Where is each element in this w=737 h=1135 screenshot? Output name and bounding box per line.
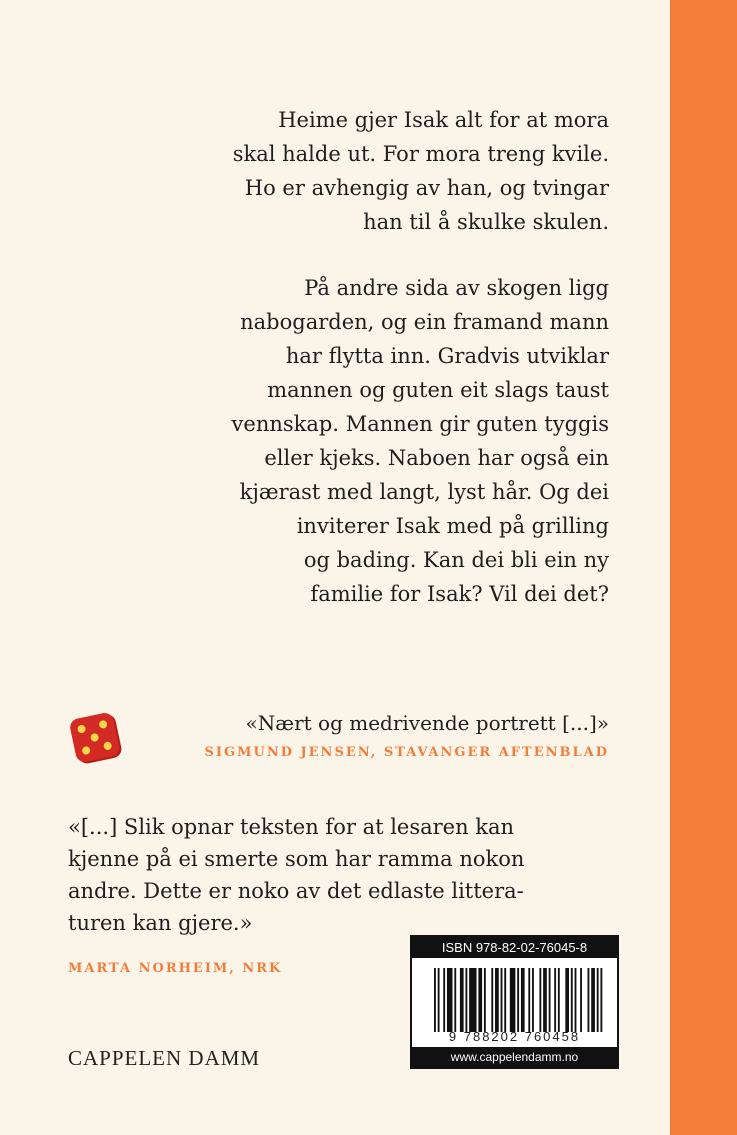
isbn-label: ISBN 978-82-02-76045-8: [412, 937, 617, 958]
dice-icon: [68, 710, 126, 768]
blurb-line: vennskap. Mannen gir guten tyggis: [231, 412, 609, 436]
review-quote-line: andre. Dette er noko av det edlaste littera-: [68, 879, 524, 903]
barcode-block: [410, 935, 619, 1069]
review-source: MARTA NORHEIM, NRK: [68, 961, 283, 976]
spine-stripe: [670, 0, 737, 1135]
back-cover-blurb: [129, 103, 609, 611]
blurb-paragraph-1: [129, 103, 609, 239]
blurb-line: skal halde ut. For mora treng kvile.: [232, 142, 609, 166]
blurb-line: familie for Isak? Vil dei det?: [310, 582, 609, 606]
review-quote-line: kjenne på ei smerte som har ramma nokon: [68, 847, 525, 871]
publisher-logo: CAPPELEN DAMM: [68, 1046, 261, 1070]
blurb-line: har flytta inn. Gradvis utviklar: [285, 344, 609, 368]
blurb-line: mannen og guten eit slags taust: [267, 378, 609, 402]
review-quote-1: [205, 707, 609, 760]
barcode-icon: [434, 968, 606, 1032]
blurb-line: kjærast med langt, lyst hår. Og dei: [239, 480, 609, 504]
blurb-line: Heime gjer Isak alt for at mora: [278, 108, 609, 132]
review-quote-line: «[...] Slik opnar teksten for at lesaren kan: [68, 815, 515, 839]
blurb-paragraph-2: [129, 271, 609, 611]
publisher-url: www.cappelendamm.no: [412, 1047, 617, 1067]
blurb-line: inviterer Isak med på grilling: [296, 514, 609, 538]
blurb-line: På andre sida av skogen ligg: [304, 276, 609, 300]
blurb-line: Ho er avhengig av han, og tvingar: [244, 176, 609, 200]
blurb-line: nabogarden, og ein framand mann: [240, 310, 609, 334]
blurb-line: og bading. Kan dei bli ein ny: [303, 548, 609, 572]
blurb-line: han til å skulke skulen.: [363, 210, 609, 234]
blurb-line: eller kjeks. Naboen har også ein: [264, 446, 609, 470]
review-quote-text: «Nært og medrivende portrett [...]»: [245, 711, 609, 735]
review-quote-line: turen kan gjere.»: [68, 911, 253, 935]
barcode-digits: 9 788202 760458: [448, 1029, 581, 1044]
review-source: SIGMUND JENSEN, STAVANGER AFTENBLAD: [204, 745, 609, 760]
